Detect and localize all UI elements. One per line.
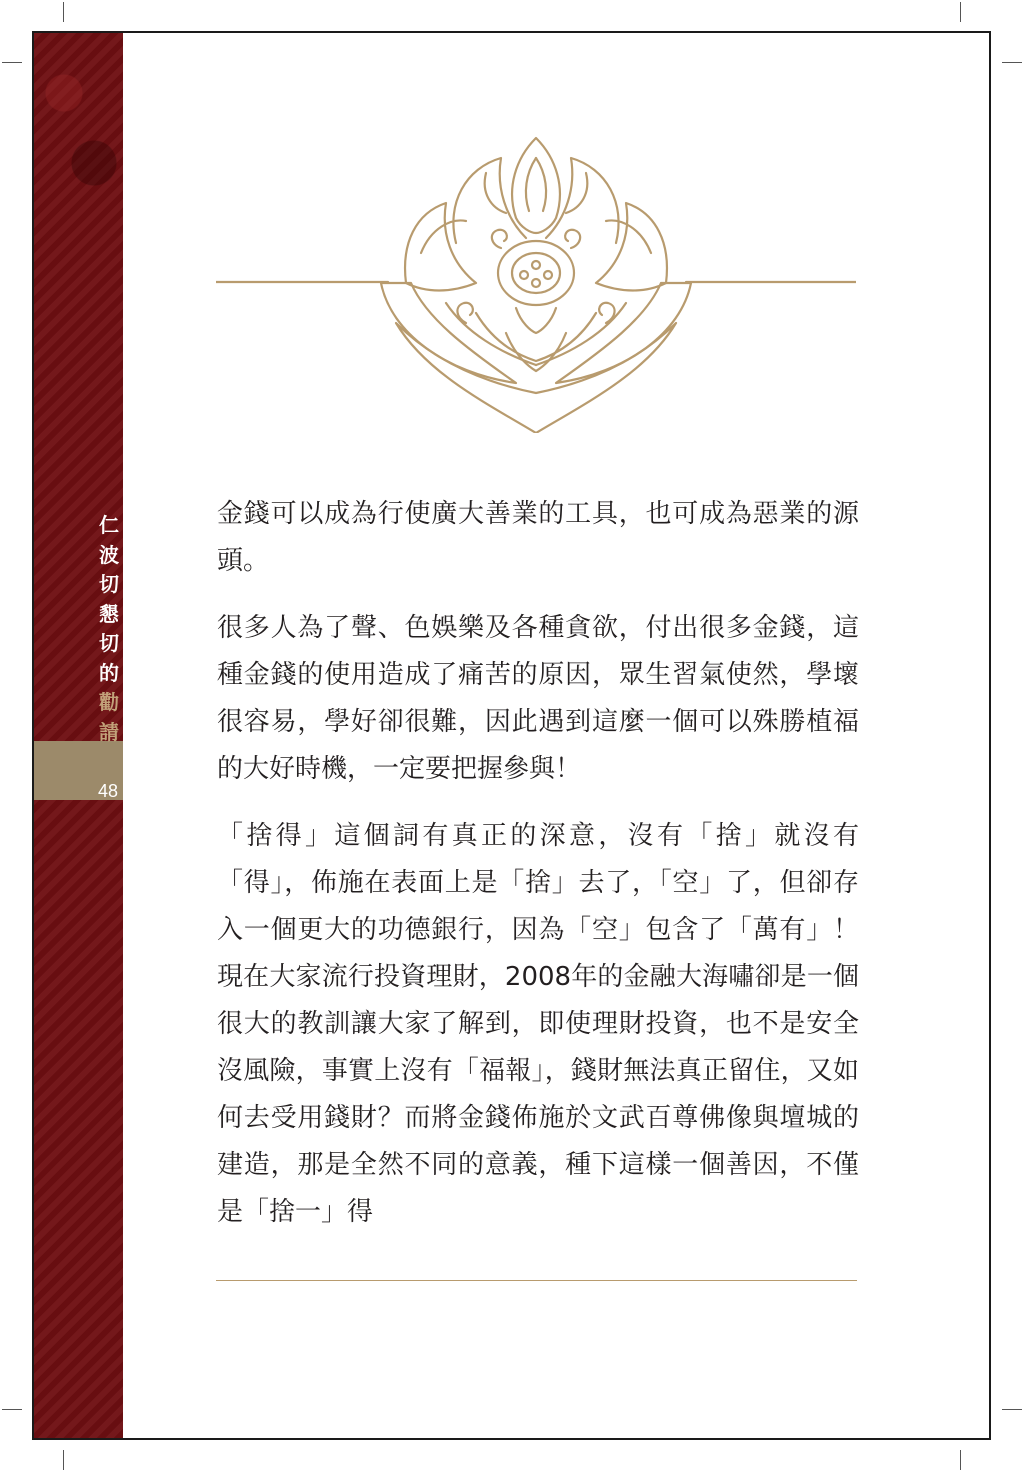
title-char: 切: [99, 572, 119, 596]
crop-mark: [960, 2, 961, 22]
title-char: 波: [99, 542, 119, 567]
lotus-ornament-icon: [216, 133, 856, 433]
bottom-rule: [216, 1280, 857, 1281]
crop-mark: [2, 62, 22, 63]
page-number: 48: [97, 781, 119, 801]
crop-mark: [2, 1409, 22, 1410]
paragraph: 「捨得」這個詞有真正的深意，沒有「捨」就沒有「得」，佈施在表面上是「捨」去了，「空」了，但卻存入一個更大的功德銀行，因為「空」包含了「萬有」！現在大家流行投資理財，2008年的金融大海嘯卻是一個很大的教訓讓大家了解到，即使理財投資，也不是安全沒風險，事實上沒有「福報」，錢財無法真正留住，又如何去受用錢財？而將金錢佈施於文武百尊佛像與壇城的建造，那是全然不同的意義，種下這樣一個善因，不僅是「捨一」得: [217, 821, 859, 1227]
crop-mark: [1002, 62, 1022, 63]
title-char: 切: [99, 631, 119, 655]
paragraph: 金錢可以成為行使廣大善業的工具，也可成為惡業的源頭。: [217, 499, 859, 576]
title-char: 仁: [99, 513, 119, 537]
body-text: [217, 491, 859, 1256]
crop-mark: [63, 1450, 64, 1470]
crop-mark: [63, 2, 64, 22]
paragraph: 很多人為了聲、色娛樂及各種貪欲，付出很多金錢，這種金錢的使用造成了痛苦的原因，眾生習氣使然，學壞很容易，學好卻很難，因此遇到這麼一個可以殊勝植福的大好時機，一定要把握參與！: [217, 613, 859, 784]
crop-mark: [960, 1450, 961, 1470]
title-char: 的: [99, 660, 119, 685]
crop-mark: [1002, 1409, 1022, 1410]
title-char: 懇: [99, 601, 119, 626]
title-char-accent: 請: [99, 719, 119, 744]
title-char-accent: 勸: [99, 690, 119, 714]
book-page: [32, 31, 991, 1440]
chapter-title-vertical: [96, 511, 122, 747]
